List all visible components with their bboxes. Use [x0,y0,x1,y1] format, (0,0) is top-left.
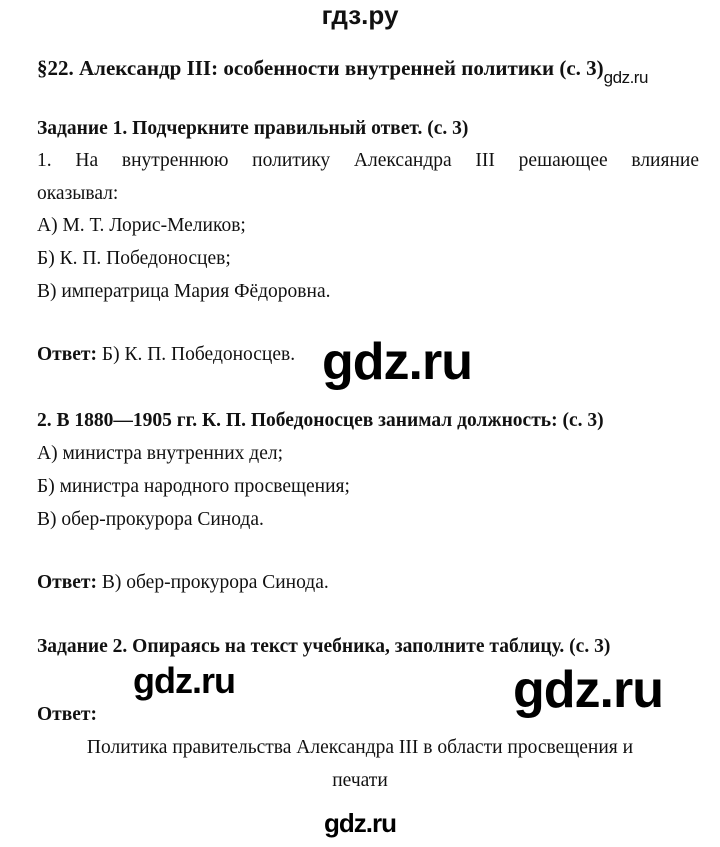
q1-option-b: Б) К. П. Победоносцев; [37,248,231,269]
inline-watermark: gdz.ru [603,68,648,87]
table-caption-line1: Политика правительства Александра III в области просвещения и [86,737,634,758]
task2-title: Задание 2. Опираясь на текст учебника, заполните таблицу. (с. 3) [37,636,611,657]
q1-option-a: А) М. Т. Лорис-Меликов; [37,215,246,236]
answer-text: Б) К. П. Победоносцев. [97,344,296,365]
task2-answer-label: Ответ: [37,704,98,725]
q2-text: 2. В 1880—1905 гг. К. П. Победоносцев занимал должность: (с. 3) [37,410,604,431]
q2-option-c: В) обер-прокурора Синода. [37,509,264,530]
watermark: gdz.ru [133,660,235,701]
table-caption-line2: печати [332,770,388,791]
watermark: gdz.ru [513,661,663,719]
q2-option-b: Б) министра народного просвещения; [37,476,350,497]
section-title [37,56,648,87]
q1-option-c: В) императрица Мария Фёдоровна. [37,281,331,302]
q1-answer [37,344,295,366]
section-title-text: §22. Александр III: особенности внутренней политики (с. 3) [37,56,604,80]
watermark: gdz.ru [322,333,472,391]
q1-text-line2: оказывал: [37,183,119,204]
q2-answer [37,572,329,594]
task1-title: Задание 1. Подчеркните правильный ответ. (с. 3) [37,118,469,139]
site-header: гдз.ру [321,0,399,30]
answer-label: Ответ: [37,344,98,365]
answer-text: В) обер-прокурора Синода. [97,572,329,593]
q1-text-line1: 1. На внутреннюю политику Александра III решающее влияние [37,150,699,171]
answer-label: Ответ: [37,572,98,593]
watermark: gdz.ru [324,808,396,838]
q2-option-a: А) министра внутренних дел; [37,443,284,464]
